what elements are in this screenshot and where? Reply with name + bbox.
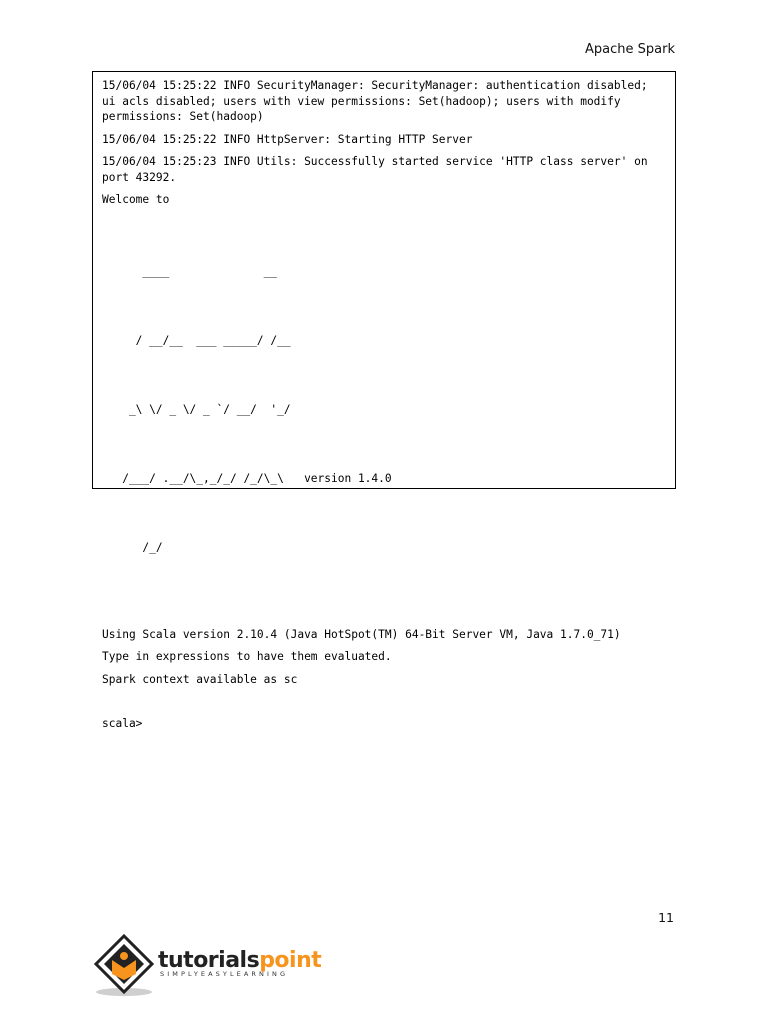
spacer: [102, 605, 666, 627]
ascii-art-line: /___/ .__/\_,_/_/ /_/\_\ version 1.4.0: [102, 471, 392, 485]
ascii-art-line: / __/__ ___ _____/ /__: [102, 333, 291, 347]
tutorialspoint-logo: [90, 930, 330, 1000]
running-header: Apache Spark: [585, 42, 675, 57]
scala-version-line: Using Scala version 2.10.4 (Java HotSpot(TM) 64-Bit Server VM, Java 1.7.0_71): [102, 627, 621, 641]
ascii-art-line: _\ \/ _ \/ _ `/ __/ '_/: [102, 402, 291, 416]
spark-context-line: Spark context available as sc: [102, 672, 298, 686]
log-line-utils: 15/06/04 15:25:23 INFO Utils: Successfully started service 'HTTP class server' on port 43292.: [102, 155, 655, 184]
welcome-line: Welcome to: [102, 193, 170, 206]
spacer: [102, 687, 666, 709]
console-output-box: [92, 71, 676, 730]
spark-ascii-logo: [102, 214, 666, 605]
type-hint-line: Type in expressions to have them evaluated.: [102, 650, 392, 663]
log-line-httpserver: 15/06/04 15:25:22 INFO HttpServer: Starting HTTP Server: [102, 132, 473, 146]
logo-diamond-icon: [90, 930, 160, 1000]
page-number: 11: [658, 910, 674, 925]
logo-tagline: SIMPLYEASYLEARNING: [160, 970, 289, 978]
ascii-art-line: /_/: [102, 540, 163, 554]
logo-word-tutorials: tutorials: [158, 948, 260, 973]
logo-word-point: point: [259, 948, 322, 973]
log-line-security: 15/06/04 15:25:22 INFO SecurityManager: SecurityManager: authentication disabled; ui acls disabled; users with view permissions: Set(hadoop); users with modify permissions: Set(hadoop): [102, 79, 655, 123]
ascii-art-line: ____ __: [102, 264, 278, 278]
scala-prompt: scala>: [102, 717, 143, 730]
